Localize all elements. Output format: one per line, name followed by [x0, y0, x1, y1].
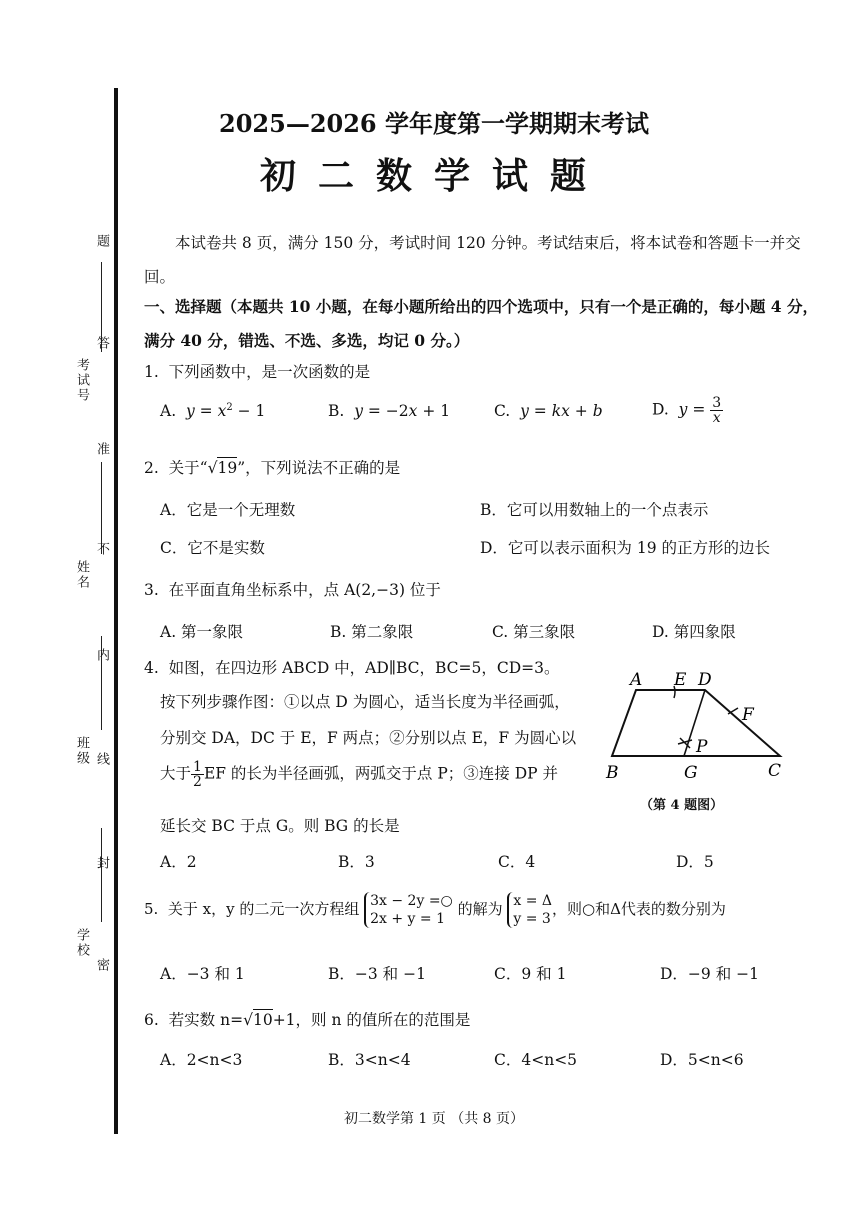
section-heading: 一、选择题（本题共 10 小题，在每小题所给出的四个选项中，只有一个是正确的，每小题 4 分，满分 40 分，错选、不选、多选，均记 0 分。） — [144, 297, 818, 350]
figure-caption: （第 4 题图） — [640, 798, 724, 813]
label-g: G — [684, 763, 698, 783]
q3-option-a: A. 第一象限 — [160, 623, 244, 641]
question-1 — [144, 360, 370, 382]
q4-option-a: A．2 — [160, 853, 197, 871]
seal-char: 内 — [94, 648, 109, 661]
label-e: E — [674, 670, 687, 690]
seal-char: 准 — [94, 442, 109, 455]
q4-figure — [600, 668, 800, 788]
question-4-line-4: 大于 $\frac{1}{2}$ EF 的长为半径画弧，两弧交于点 P；③连接 DP 并 — [160, 759, 559, 790]
q5-option-d: D．−9 和 −1 — [660, 965, 759, 983]
label-c: C — [768, 761, 782, 781]
seal-char: 封 — [94, 856, 109, 869]
binding-line — [114, 88, 118, 1134]
q3-option-b: B. 第二象限 — [330, 623, 414, 641]
page-footer: 初二数学第 1 页 （共 8 页） — [343, 1111, 525, 1127]
question-4-line-2: 按下列步骤作图：①以点 D 为圆心，适当长度为半径画弧， — [160, 693, 570, 711]
q1-option-c: C. y = kx + b — [494, 402, 603, 420]
exam-title: 2025—2026 学年度第一学期期末考试 — [219, 109, 649, 138]
label-d: D — [698, 670, 712, 690]
q1-option-b: B. y = −2x + 1 — [328, 402, 451, 420]
question-stem: 下列函数中，是一次函数的是 — [168, 363, 371, 381]
q2-option-c: C．它不是实数 — [160, 539, 265, 557]
seal-char: 不 — [94, 542, 109, 555]
equation-system-1: 3x − 2y =○ 2x + y = 1 — [364, 892, 453, 928]
question-4-line-3: 分别交 DA，DC 于 E，F 两点；②分别以点 E，F 为圆心以 — [160, 729, 577, 747]
question-2: 2. 关于“√19”，下列说法不正确的是 — [144, 459, 401, 477]
seal-char: 密 — [94, 958, 109, 971]
label-f: F — [742, 705, 754, 725]
question-4-line-1: 4. 如图，在四边形 ABCD 中，AD∥BC，BC=5，CD=3。 — [144, 659, 560, 677]
q2-option-a: A．它是一个无理数 — [160, 501, 296, 519]
school-blank — [101, 828, 102, 922]
subject-title: 初二数学试题 — [259, 156, 608, 197]
q6-option-c: C．4<n<5 — [494, 1051, 578, 1069]
class-label: 班级 — [74, 736, 89, 766]
question-6: 6. 若实数 n=√10+1，则 n 的值所在的范围是 — [144, 1011, 471, 1029]
q4-option-c: C．4 — [498, 853, 536, 871]
seal-char: 线 — [94, 752, 109, 765]
school-label: 学校 — [74, 928, 89, 958]
label-b: B — [606, 763, 619, 783]
q5-option-b: B．−3 和 −1 — [328, 965, 426, 983]
exam-instructions: 本试卷共 8 页，满分 150 分，考试时间 120 分钟。考试结束后，将本试卷和答题卡一并交回。 — [144, 234, 801, 286]
q3-option-d: D. 第四象限 — [652, 623, 736, 641]
exam-number-label: 考试号 — [74, 358, 89, 403]
q6-option-b: B．3<n<4 — [328, 1051, 411, 1069]
label-p: P — [696, 737, 708, 757]
q6-option-d: D．5<n<6 — [660, 1051, 744, 1069]
question-number: 1. — [144, 363, 159, 381]
q4-option-d: D．5 — [676, 853, 714, 871]
q5-option-a: A．−3 和 1 — [160, 965, 245, 983]
name-blank — [101, 462, 102, 554]
name-label: 姓名 — [74, 560, 89, 590]
q2-option-b: B．它可以用数轴上的一个点表示 — [480, 501, 709, 519]
q2-option-d: D．它可以表示面积为 19 的正方形的边长 — [480, 539, 771, 557]
label-a: A — [630, 670, 643, 690]
question-3: 3. 在平面直角坐标系中，点 A(2,−3) 位于 — [144, 581, 441, 599]
q4-option-b: B．3 — [338, 853, 375, 871]
q3-option-c: C. 第三象限 — [492, 623, 576, 641]
seal-char: 答 — [94, 336, 109, 349]
q5-option-c: C．9 和 1 — [494, 965, 567, 983]
seal-char: 题 — [94, 234, 109, 247]
question-4-line-5: 延长交 BC 于点 G。则 BG 的长是 — [160, 817, 400, 835]
q1-option-a: A. $y = x^2 - 1$ — [160, 402, 266, 421]
question-5: 5. 关于 x，y 的二元一次方程组 3x − 2y =○ 2x + y = 1 的解为 x = Δ y = 3，则○和Δ代表的数分别为 — [144, 893, 726, 927]
q1-option-d: D. y = $\frac{3}{x}$ — [652, 395, 722, 426]
q6-option-a: A．2<n<3 — [160, 1051, 243, 1069]
equation-system-2: x = Δ y = 3 — [507, 892, 552, 928]
